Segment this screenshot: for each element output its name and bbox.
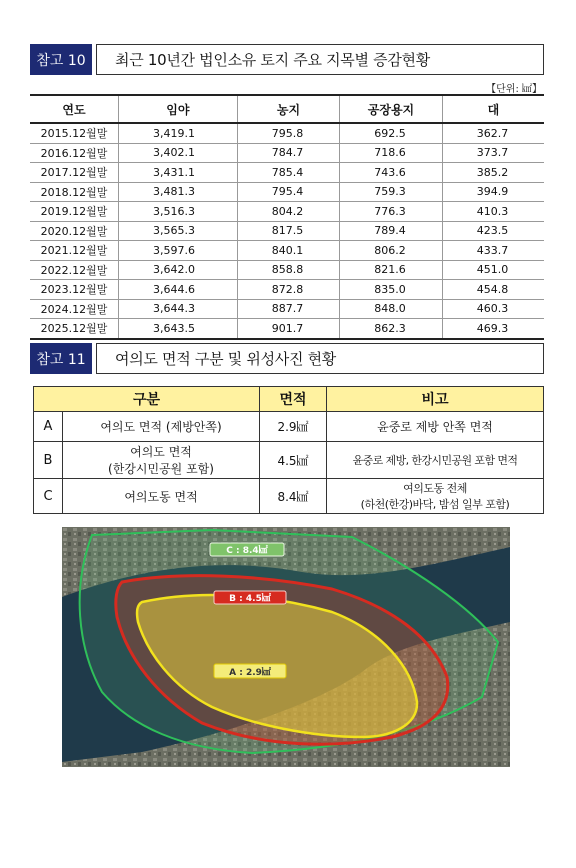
table-row bbox=[34, 479, 544, 514]
row-note: 윤중로 제방, 한강시민공원 포함 면적 bbox=[327, 442, 544, 479]
cell-year: 2020.12월말 bbox=[30, 221, 119, 241]
cell-value: 848.0 bbox=[340, 299, 443, 319]
cell-value: 785.4 bbox=[237, 163, 340, 183]
label-c-text: C : 8.4㎢ bbox=[226, 546, 268, 556]
table-row bbox=[30, 260, 544, 280]
cell-value: 3,481.3 bbox=[119, 182, 238, 202]
cell-value: 789.4 bbox=[340, 221, 443, 241]
row-code: A bbox=[34, 412, 63, 442]
label-c bbox=[210, 543, 284, 556]
cell-year: 2023.12월말 bbox=[30, 280, 119, 300]
table-header-row bbox=[34, 387, 544, 412]
cell-value: 385.2 bbox=[442, 163, 544, 183]
cell-value: 840.1 bbox=[237, 241, 340, 261]
cell-value: 460.3 bbox=[442, 299, 544, 319]
cell-value: 901.7 bbox=[237, 319, 340, 339]
row-code: B bbox=[34, 442, 63, 479]
row-area: 2.9㎢ bbox=[260, 412, 327, 442]
cell-value: 3,642.0 bbox=[119, 260, 238, 280]
cell-year: 2025.12월말 bbox=[30, 319, 119, 339]
row-name: 여의도 면적 (제방안쪽) bbox=[63, 412, 260, 442]
table-row bbox=[30, 202, 544, 222]
table-row bbox=[34, 412, 544, 442]
row-note: 윤중로 제방 안쪽 면적 bbox=[327, 412, 544, 442]
land-area-table bbox=[30, 94, 544, 340]
cell-value: 373.7 bbox=[442, 143, 544, 163]
row-note bbox=[327, 479, 544, 514]
cell-value: 3,431.1 bbox=[119, 163, 238, 183]
row-name bbox=[63, 442, 260, 479]
row-name: 여의도동 면적 bbox=[63, 479, 260, 514]
cell-value: 3,565.3 bbox=[119, 221, 238, 241]
table-row bbox=[30, 182, 544, 202]
cell-value: 795.4 bbox=[237, 182, 340, 202]
table-row bbox=[30, 280, 544, 300]
table-header-row bbox=[30, 95, 544, 123]
row-area: 8.4㎢ bbox=[260, 479, 327, 514]
cell-value: 3,516.3 bbox=[119, 202, 238, 222]
cell-value: 872.8 bbox=[237, 280, 340, 300]
cell-value: 433.7 bbox=[442, 241, 544, 261]
cell-value: 3,597.6 bbox=[119, 241, 238, 261]
table-row bbox=[30, 241, 544, 261]
section-10-badge: 참고 10 bbox=[30, 44, 92, 75]
cell-year: 2021.12월말 bbox=[30, 241, 119, 261]
section-10-header bbox=[30, 44, 544, 75]
cell-value: 817.5 bbox=[237, 221, 340, 241]
land-area-table-body bbox=[30, 123, 544, 339]
label-b bbox=[214, 591, 286, 604]
label-a-text: A : 2.9㎢ bbox=[229, 668, 271, 678]
cell-value: 3,644.3 bbox=[119, 299, 238, 319]
section-10-title: 최근 10년간 법인소유 토지 주요 지목별 증감현황 bbox=[96, 44, 544, 75]
col-note: 비고 bbox=[327, 387, 544, 412]
cell-year: 2018.12월말 bbox=[30, 182, 119, 202]
label-b-text: B : 4.5㎢ bbox=[229, 594, 271, 604]
cell-year: 2015.12월말 bbox=[30, 123, 119, 143]
row-area: 4.5㎢ bbox=[260, 442, 327, 479]
cell-value: 862.3 bbox=[340, 319, 443, 339]
table-row bbox=[30, 143, 544, 163]
cell-value: 858.8 bbox=[237, 260, 340, 280]
row-note-line1: 여의도동 전체 bbox=[403, 482, 467, 495]
section-11-badge: 참고 11 bbox=[30, 343, 92, 374]
cell-value: 835.0 bbox=[340, 280, 443, 300]
satellite-map-svg bbox=[62, 527, 510, 767]
satellite-map bbox=[62, 527, 510, 767]
cell-value: 806.2 bbox=[340, 241, 443, 261]
cell-value: 3,644.6 bbox=[119, 280, 238, 300]
col-area: 면적 bbox=[260, 387, 327, 412]
cell-value: 821.6 bbox=[340, 260, 443, 280]
yeouido-area-table bbox=[33, 386, 544, 514]
cell-value: 454.8 bbox=[442, 280, 544, 300]
cell-value: 469.3 bbox=[442, 319, 544, 339]
cell-year: 2017.12월말 bbox=[30, 163, 119, 183]
section-11-title: 여의도 면적 구분 및 위성사진 현황 bbox=[96, 343, 544, 374]
cell-value: 743.6 bbox=[340, 163, 443, 183]
cell-value: 804.2 bbox=[237, 202, 340, 222]
cell-value: 718.6 bbox=[340, 143, 443, 163]
cell-value: 362.7 bbox=[442, 123, 544, 143]
cell-value: 394.9 bbox=[442, 182, 544, 202]
cell-value: 692.5 bbox=[340, 123, 443, 143]
table-row bbox=[30, 221, 544, 241]
table-row bbox=[30, 319, 544, 339]
section-11-header bbox=[30, 343, 544, 374]
cell-value: 451.0 bbox=[442, 260, 544, 280]
cell-value: 795.8 bbox=[237, 123, 340, 143]
cell-value: 423.5 bbox=[442, 221, 544, 241]
col-farmland: 농지 bbox=[237, 95, 340, 123]
cell-value: 776.3 bbox=[340, 202, 443, 222]
table-row bbox=[30, 163, 544, 183]
row-name-line1: 여의도 면적 bbox=[130, 445, 192, 459]
cell-year: 2019.12월말 bbox=[30, 202, 119, 222]
col-category: 구분 bbox=[34, 387, 260, 412]
label-a bbox=[214, 664, 286, 678]
col-site: 대 bbox=[442, 95, 544, 123]
cell-value: 759.3 bbox=[340, 182, 443, 202]
cell-year: 2016.12월말 bbox=[30, 143, 119, 163]
cell-value: 3,643.5 bbox=[119, 319, 238, 339]
table-row bbox=[34, 442, 544, 479]
cell-value: 3,402.1 bbox=[119, 143, 238, 163]
col-factory: 공장용지 bbox=[340, 95, 443, 123]
cell-year: 2024.12월말 bbox=[30, 299, 119, 319]
cell-value: 784.7 bbox=[237, 143, 340, 163]
cell-year: 2022.12월말 bbox=[30, 260, 119, 280]
unit-label: 【단위: ㎢】 bbox=[486, 84, 542, 95]
cell-value: 410.3 bbox=[442, 202, 544, 222]
row-note-line2: (하천(한강)바닥, 밤섬 일부 포함) bbox=[360, 498, 510, 511]
cell-value: 3,419.1 bbox=[119, 123, 238, 143]
row-name-line2: (한강시민공원 포함) bbox=[108, 462, 214, 476]
cell-value: 887.7 bbox=[237, 299, 340, 319]
table-row bbox=[30, 299, 544, 319]
col-year: 연도 bbox=[30, 95, 119, 123]
row-code: C bbox=[34, 479, 63, 514]
table-row bbox=[30, 123, 544, 143]
col-forest: 임야 bbox=[119, 95, 238, 123]
